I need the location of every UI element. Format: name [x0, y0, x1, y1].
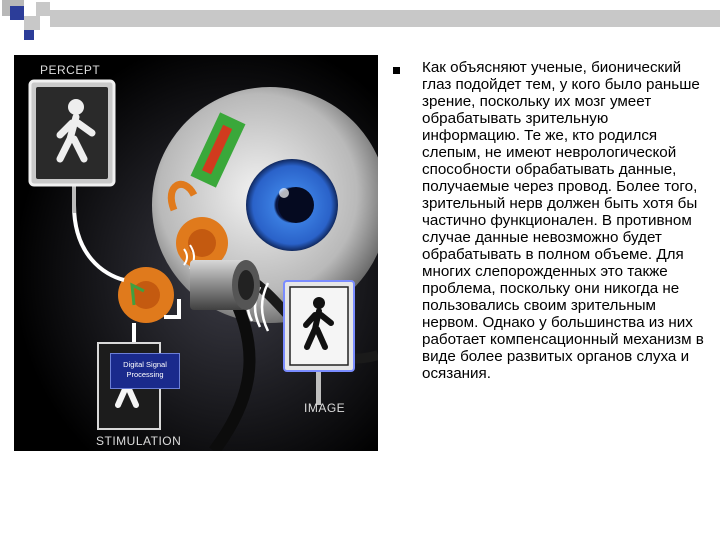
- bionic-eye-illustration: [14, 55, 378, 451]
- percept-label: PERCEPT: [40, 63, 101, 77]
- camera-cylinder: [190, 260, 260, 310]
- body-paragraph: Как объясняют ученые, бионический глаз подойдет тем, у кого было раньше зрение, поскольку их мозг умеет обрабатывать зрительную информацию. Те же, кто родился слепым, не имеют неврологической способности обрабатывать данные, получаемые через провод. Более того, зрительный нерв должен быть хотя бы частично функционален. В противном случае данные невозможно будет обрабатывать в полном объеме. Для многих слепорожденных это также проблема, поскольку они никогда не пользовались своим зрительным нервом. Однако у большинства из них работает компенсационный механизм в виде более развитых органов слуха и осязания.: [422, 59, 704, 382]
- corner-square-gray-2: [24, 16, 40, 30]
- dsp-box: Digital Signal Processing: [110, 353, 180, 389]
- top-gray-bar: [50, 10, 720, 27]
- bullet-marker: [393, 67, 400, 74]
- corner-square-blue-1: [10, 6, 24, 20]
- image-label: IMAGE: [304, 401, 346, 415]
- corner-square-gray-3: [36, 2, 50, 16]
- stimulation-label: STIMULATION: [96, 434, 182, 448]
- bionic-eye-drawing: [14, 55, 378, 451]
- corner-square-blue-2: [24, 30, 34, 40]
